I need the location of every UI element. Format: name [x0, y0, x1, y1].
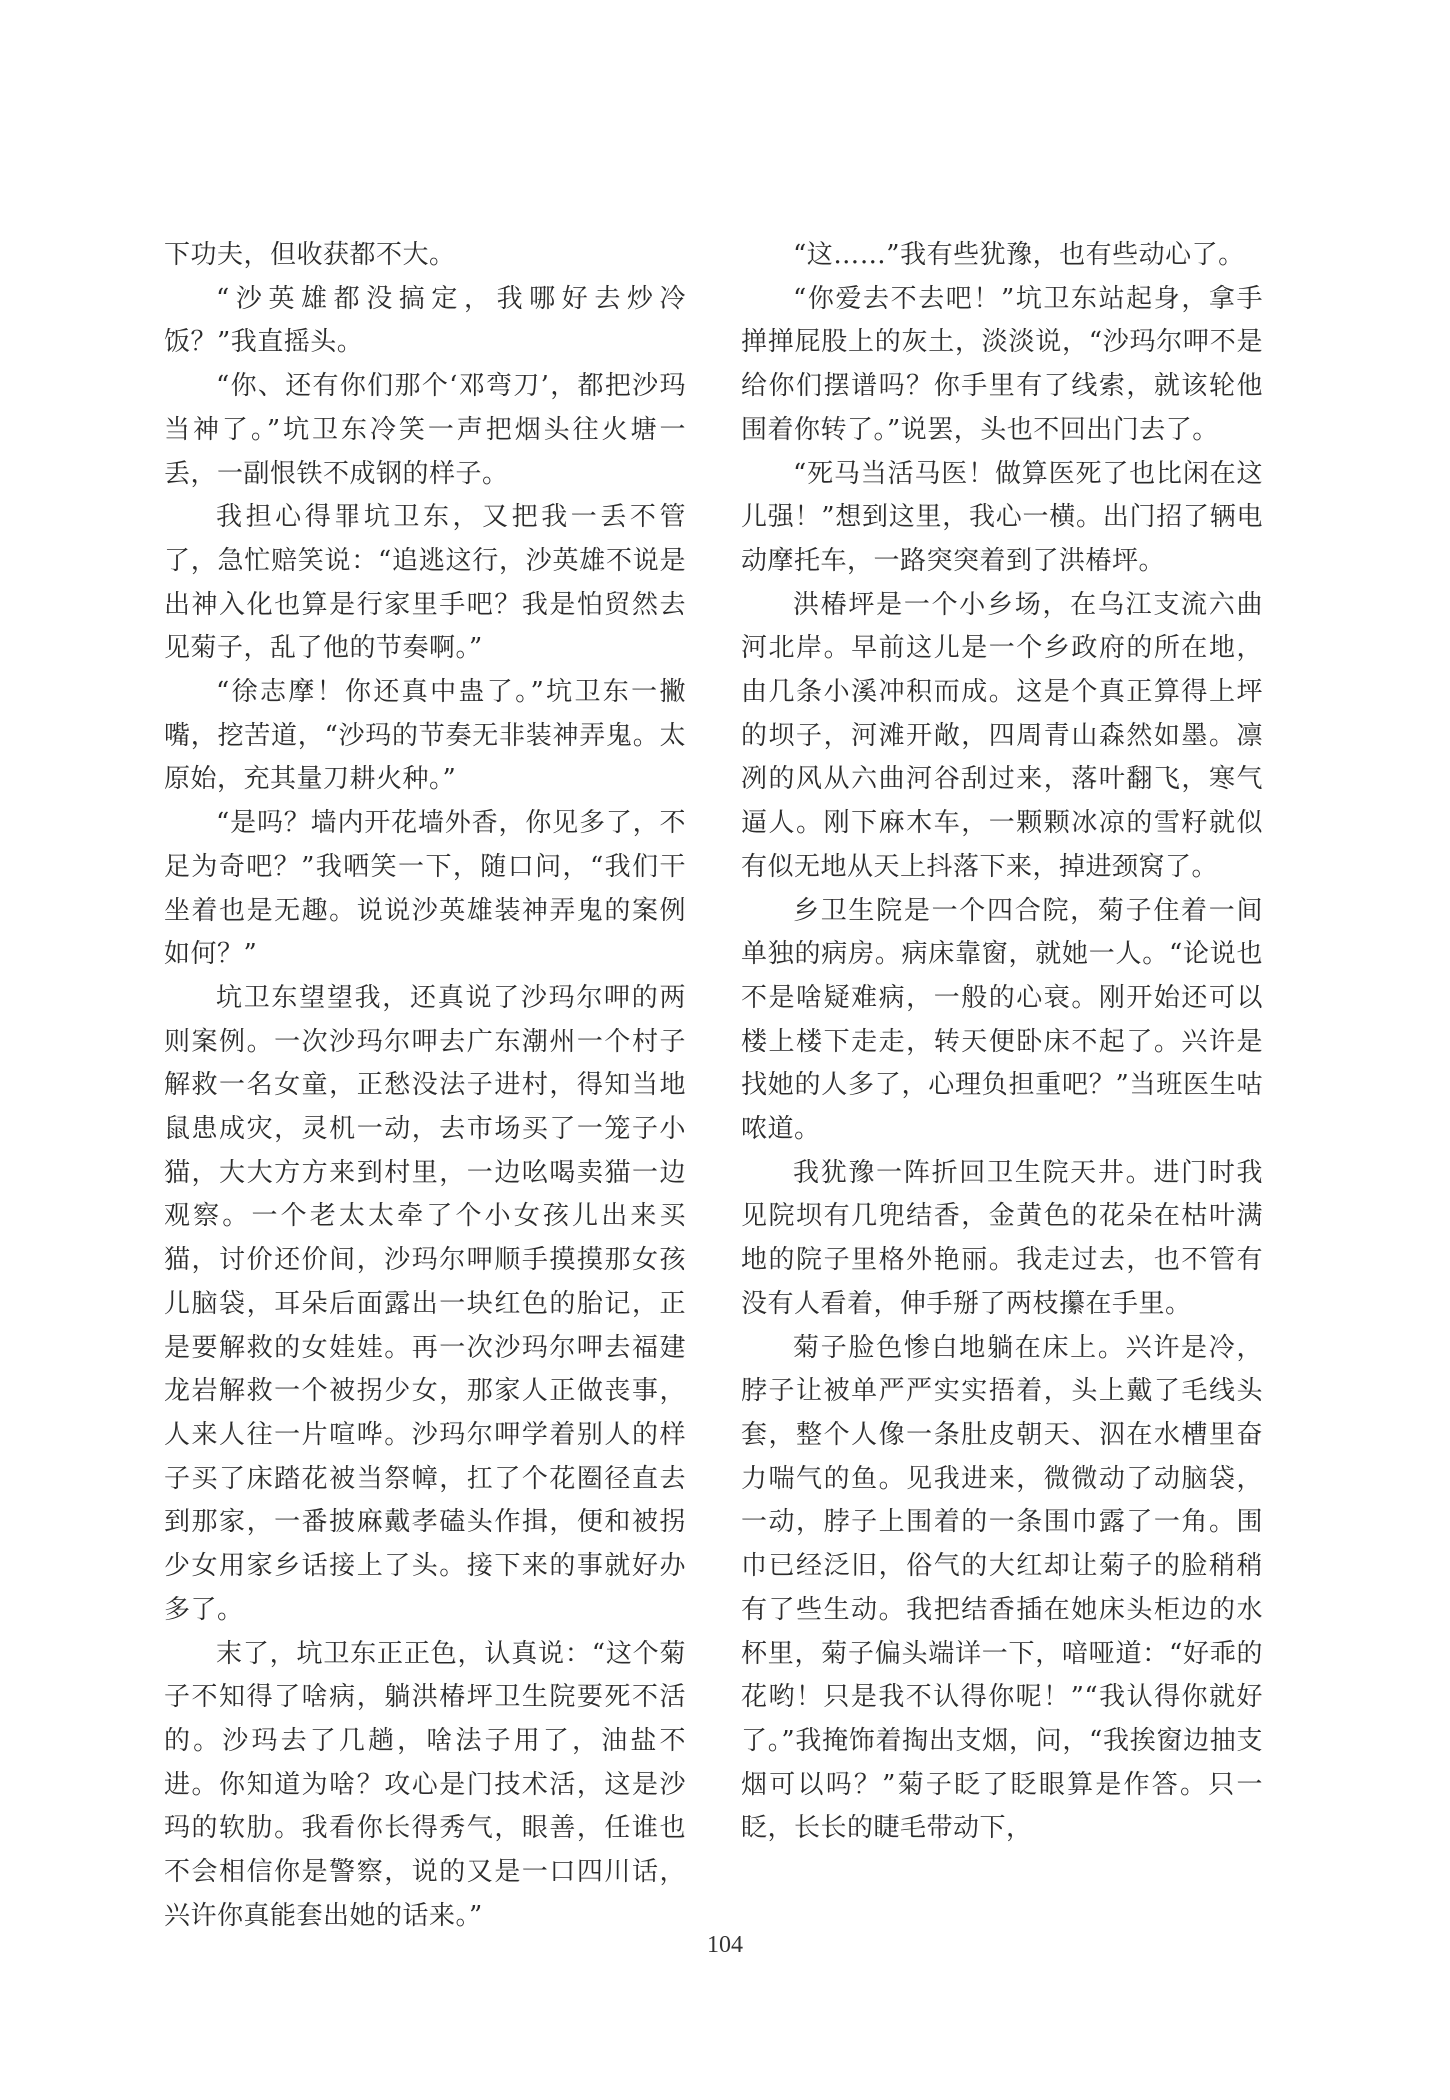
paragraph: 洪椿坪是一个小乡场，在乌江支流六曲河北岸。早前这儿是一个乡政府的所在地，由几条小溪冲积而成。这是个真正算得上坪的坝子，河滩开敞，四周青山森然如墨。凛冽的风从六曲河谷刮过来，落叶翻飞，寒气逼人。刚下麻木车，一颗颗冰凉的雪籽就似有似无地从天上抖落下来，掉进颈窝了。	[741, 589, 1263, 882]
paragraph: 菊子脸色惨白地躺在床上。兴许是冷，脖子让被单严严实实捂着，头上戴了毛线头套，整个人像一条肚皮朝天、泅在水槽里奋力喘气的鱼。见我进来，微微动了动脑袋，一动，脖子上围着的一条围巾露了一角。围巾已经泛旧，俗气的大红却让菊子的脸稍稍有了些生动。我把结香插在她床头柜边的水杯里，菊子偏头端详一下，喑哑道：“好乖的花哟！只是我不认得你呢！”“我认得你就好了。”我掩饰着掏出支烟，问，“我挨窗边抽支烟可以吗？”菊子眨了眨眼算是作答。只一眨，长长的睫毛带动下，	[741, 1332, 1263, 1844]
paragraph: “死马当活马医！做算医死了也比闲在这儿强！”想到这里，我心一横。出门招了辆电动摩托车，一路突突着到了洪椿坪。	[741, 458, 1263, 576]
paragraph: “这……”我有些犹豫，也有些动心了。	[793, 240, 1245, 270]
paragraph: 乡卫生院是一个四合院，菊子住着一间单独的病房。病床靠窗，就她一人。“论说也不是啥疑难病，一般的心衰。刚开始还可以楼上楼下走走，转天便卧床不起了。兴许是找她的人多了，心理负担重吧？”当班医生咕哝道。	[741, 895, 1263, 1145]
paragraph: 我犹豫一阵折回卫生院天井。进门时我见院坝有几兜结香，金黄色的花朵在枯叶满地的院子里格外艳丽。我走过去，也不管有没有人看着，伸手掰了两枝攥在手里。	[741, 1157, 1263, 1319]
paragraph: 坑卫东望望我，还真说了沙玛尔呷的两则案例。一次沙玛尔呷去广东潮州一个村子解救一名女童，正愁没法子进村，得知当地鼠患成灾，灵机一动，去市场买了一笼子小猫，大大方方来到村里，一边吆喝卖猫一边观察。一个老太太牵了个小女孩儿出来买猫，讨价还价间，沙玛尔呷顺手摸摸那女孩儿脑袋，耳朵后面露出一块红色的胎记，正是要解救的女娃娃。再一次沙玛尔呷去福建龙岩解救一个被拐少女，那家人正做丧事，人来人往一片喧哗。沙玛尔呷学着别人的样子买了床踏花被当祭幛，扛了个花圈径直去到那家，一番披麻戴孝磕头作揖，便和被拐少女用家乡话接上了头。接下来的事就好办多了。	[164, 982, 686, 1625]
paragraph: “你、还有你们那个‘邓弯刀’，都把沙玛当神了。”坑卫东冷笑一声把烟头往火塘一丢，一副恨铁不成钢的样子。	[164, 371, 686, 489]
paragraph: 下功夫，但收获都不大。	[164, 240, 456, 270]
paragraph: 我担心得罪坑卫东，又把我一丢不管了，急忙赔笑说：“追逃这行，沙英雄不说是出神入化也算是行家里手吧？我是怕贸然去见菊子，乱了他的节奏啊。”	[164, 502, 686, 664]
paragraph: “徐志摩！你还真中蛊了。”坑卫东一撇嘴，挖苦道，“沙玛的节奏无非装神弄鬼。太原始，充其量刀耕火种。”	[164, 677, 686, 795]
right-text-column	[741, 234, 1263, 1851]
paragraph: 末了，坑卫东正正色，认真说：“这个菊子不知得了啥病，躺洪椿坪卫生院要死不活的。沙玛去了几趟，啥法子用了，油盐不进。你知道为啥？攻心是门技术活，这是沙玛的软肋。我看你长得秀气，眼善，任谁也不会相信你是警察，说的又是一口四川话，兴许你真能套出她的话来。”	[164, 1638, 686, 1931]
left-text-column	[164, 234, 686, 1938]
page-number: 104	[707, 1932, 743, 1958]
paragraph: “你爱去不去吧！”坑卫东站起身，拿手掸掸屁股上的灰土，淡淡说，“沙玛尔呷不是给你们摆谱吗？你手里有了线索，就该轮他围着你转了。”说罢，头也不回出门去了。	[741, 283, 1263, 445]
paragraph: “是吗？墙内开花墙外香，你见多了，不足为奇吧？”我哂笑一下，随口问，“我们干坐着也是无趣。说说沙英雄装神弄鬼的案例如何？”	[164, 808, 686, 970]
paragraph: “沙英雄都没搞定，我哪好去炒冷饭？”我直摇头。	[164, 283, 686, 358]
